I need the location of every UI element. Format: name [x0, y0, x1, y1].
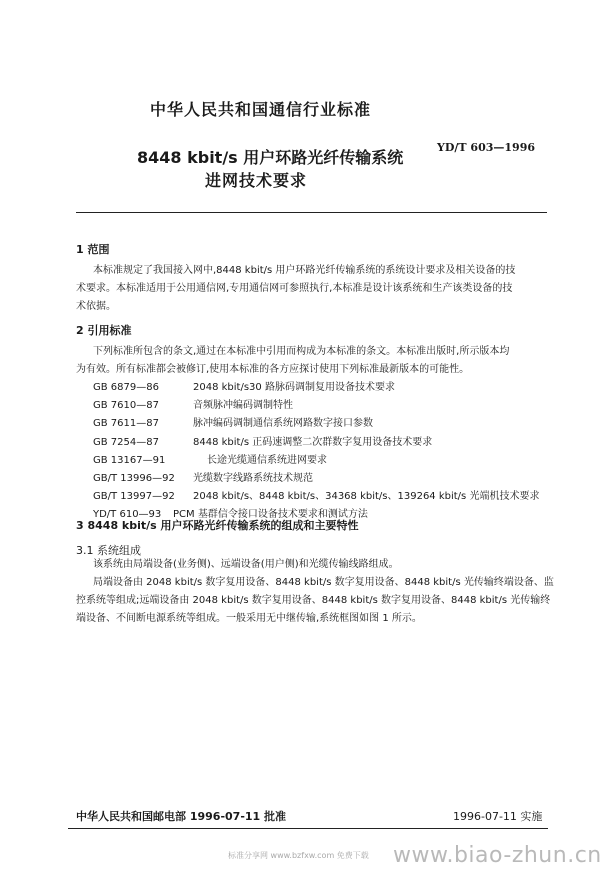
reference-item — [93, 434, 539, 452]
paragraph-line: 术要求。本标准适用于公用通信网,专用通信网可参照执行,本标准是设计该系统和生产该类设备的技 — [76, 283, 513, 294]
reference-title: 8448 kbit/s 正码速调整二次群数字复用设备技术要求 — [193, 436, 433, 448]
paragraph-line: 为有效。所有标准都会被修订,使用本标准的各方应探讨使用下列标准最新版本的可能性。 — [76, 364, 470, 375]
section-3-1-heading: 3.1 系统组成 — [76, 544, 141, 557]
section-1-heading: 1 范围 — [76, 243, 110, 256]
reference-item — [93, 470, 539, 488]
reference-code: GB 7254—87 — [93, 436, 159, 448]
issuing-organization: 中华人民共和国通信行业标准 — [150, 100, 372, 119]
approval-info: 中华人民共和国邮电部 1996-07-11 批准 — [76, 810, 287, 823]
reference-title: 2048 kbit/s30 路脉码调制复用设备技术要求 — [193, 382, 395, 393]
reference-code: GB 7610—87 — [93, 400, 159, 412]
paragraph-line: 本标准规定了我国接入网中,8448 kbit/s 用户环路光纤传输系统的系统设计要求及相关设备的技 — [93, 265, 516, 276]
implementation-date: 1996-07-11 实施 — [453, 810, 543, 823]
reference-title: 2048 kbit/s、8448 kbit/s、34368 kbit/s、139264 kbit/s 光端机技术要求 — [193, 491, 540, 503]
paragraph-line: 控系统等组成;远端设备由 2048 kbit/s 数字复用设备、8448 kbit/s 数字复用设备、8448 kbit/s 光传输终 — [76, 595, 551, 606]
reference-code: YD/T 610—93 — [93, 509, 162, 521]
reference-code: GB/T 13997—92 — [93, 491, 175, 503]
paragraph-line: 下列标准所包含的条文,通过在本标准中引用而构成为本标准的条文。本标准出版时,所示版本均 — [93, 346, 510, 357]
section-1-paragraph — [76, 262, 515, 316]
reference-item — [93, 379, 539, 397]
reference-code: GB 7611—87 — [93, 418, 159, 430]
document-title-line1: 8448 kbit/s 用户环路光纤传输系统 — [137, 148, 404, 167]
section-2-paragraph — [76, 343, 509, 379]
reference-item — [93, 452, 539, 470]
reference-item — [93, 397, 539, 415]
reference-code: GB/T 13996—92 — [93, 472, 175, 484]
reference-code: GB 6879—86 — [93, 382, 159, 393]
reference-list — [93, 379, 539, 525]
reference-title: PCM 基群信令接口设备技术要求和测试方法 — [173, 509, 368, 521]
paragraph-line: 局端设备由 2048 kbit/s 数字复用设备、8448 kbit/s 数字复用设备、8448 kbit/s 光传输终端设备、监 — [93, 577, 554, 588]
standard-number: YD/T 603—1996 — [437, 141, 536, 154]
paragraph-line: 术依据。 — [76, 301, 116, 312]
header-divider — [76, 212, 547, 213]
paragraph-line: 该系统由局端设备(业务侧)、远端设备(用户侧)和光缆传输线路组成。 — [93, 559, 399, 570]
watermark-right: www.biao-zhun.cn — [393, 843, 602, 868]
section-2-heading: 2 引用标准 — [76, 324, 132, 337]
reference-code: GB 13167—91 — [93, 454, 166, 466]
reference-item — [93, 415, 539, 433]
reference-title: 脉冲编码调制通信系统网路数字接口参数 — [193, 418, 373, 430]
reference-item — [93, 488, 539, 506]
section-3-1-paragraph — [76, 556, 554, 628]
footer-divider — [68, 828, 548, 829]
watermark-center: 标准分享网 www.bzfxw.com 免费下载 — [228, 851, 369, 860]
reference-title: 光缆数字线路系统技术规范 — [193, 472, 313, 484]
paragraph-line: 端设备、不间断电源系统等组成。一般采用无中继传输,系统框图如图 1 所示。 — [76, 613, 422, 624]
document-title-line2: 进网技术要求 — [205, 171, 308, 190]
section-3-heading: 3 8448 kbit/s 用户环路光纤传输系统的组成和主要特性 — [76, 519, 359, 532]
reference-title: 音频脉冲编码调制特性 — [193, 400, 293, 412]
reference-title: 长途光缆通信系统进网要求 — [207, 454, 327, 466]
